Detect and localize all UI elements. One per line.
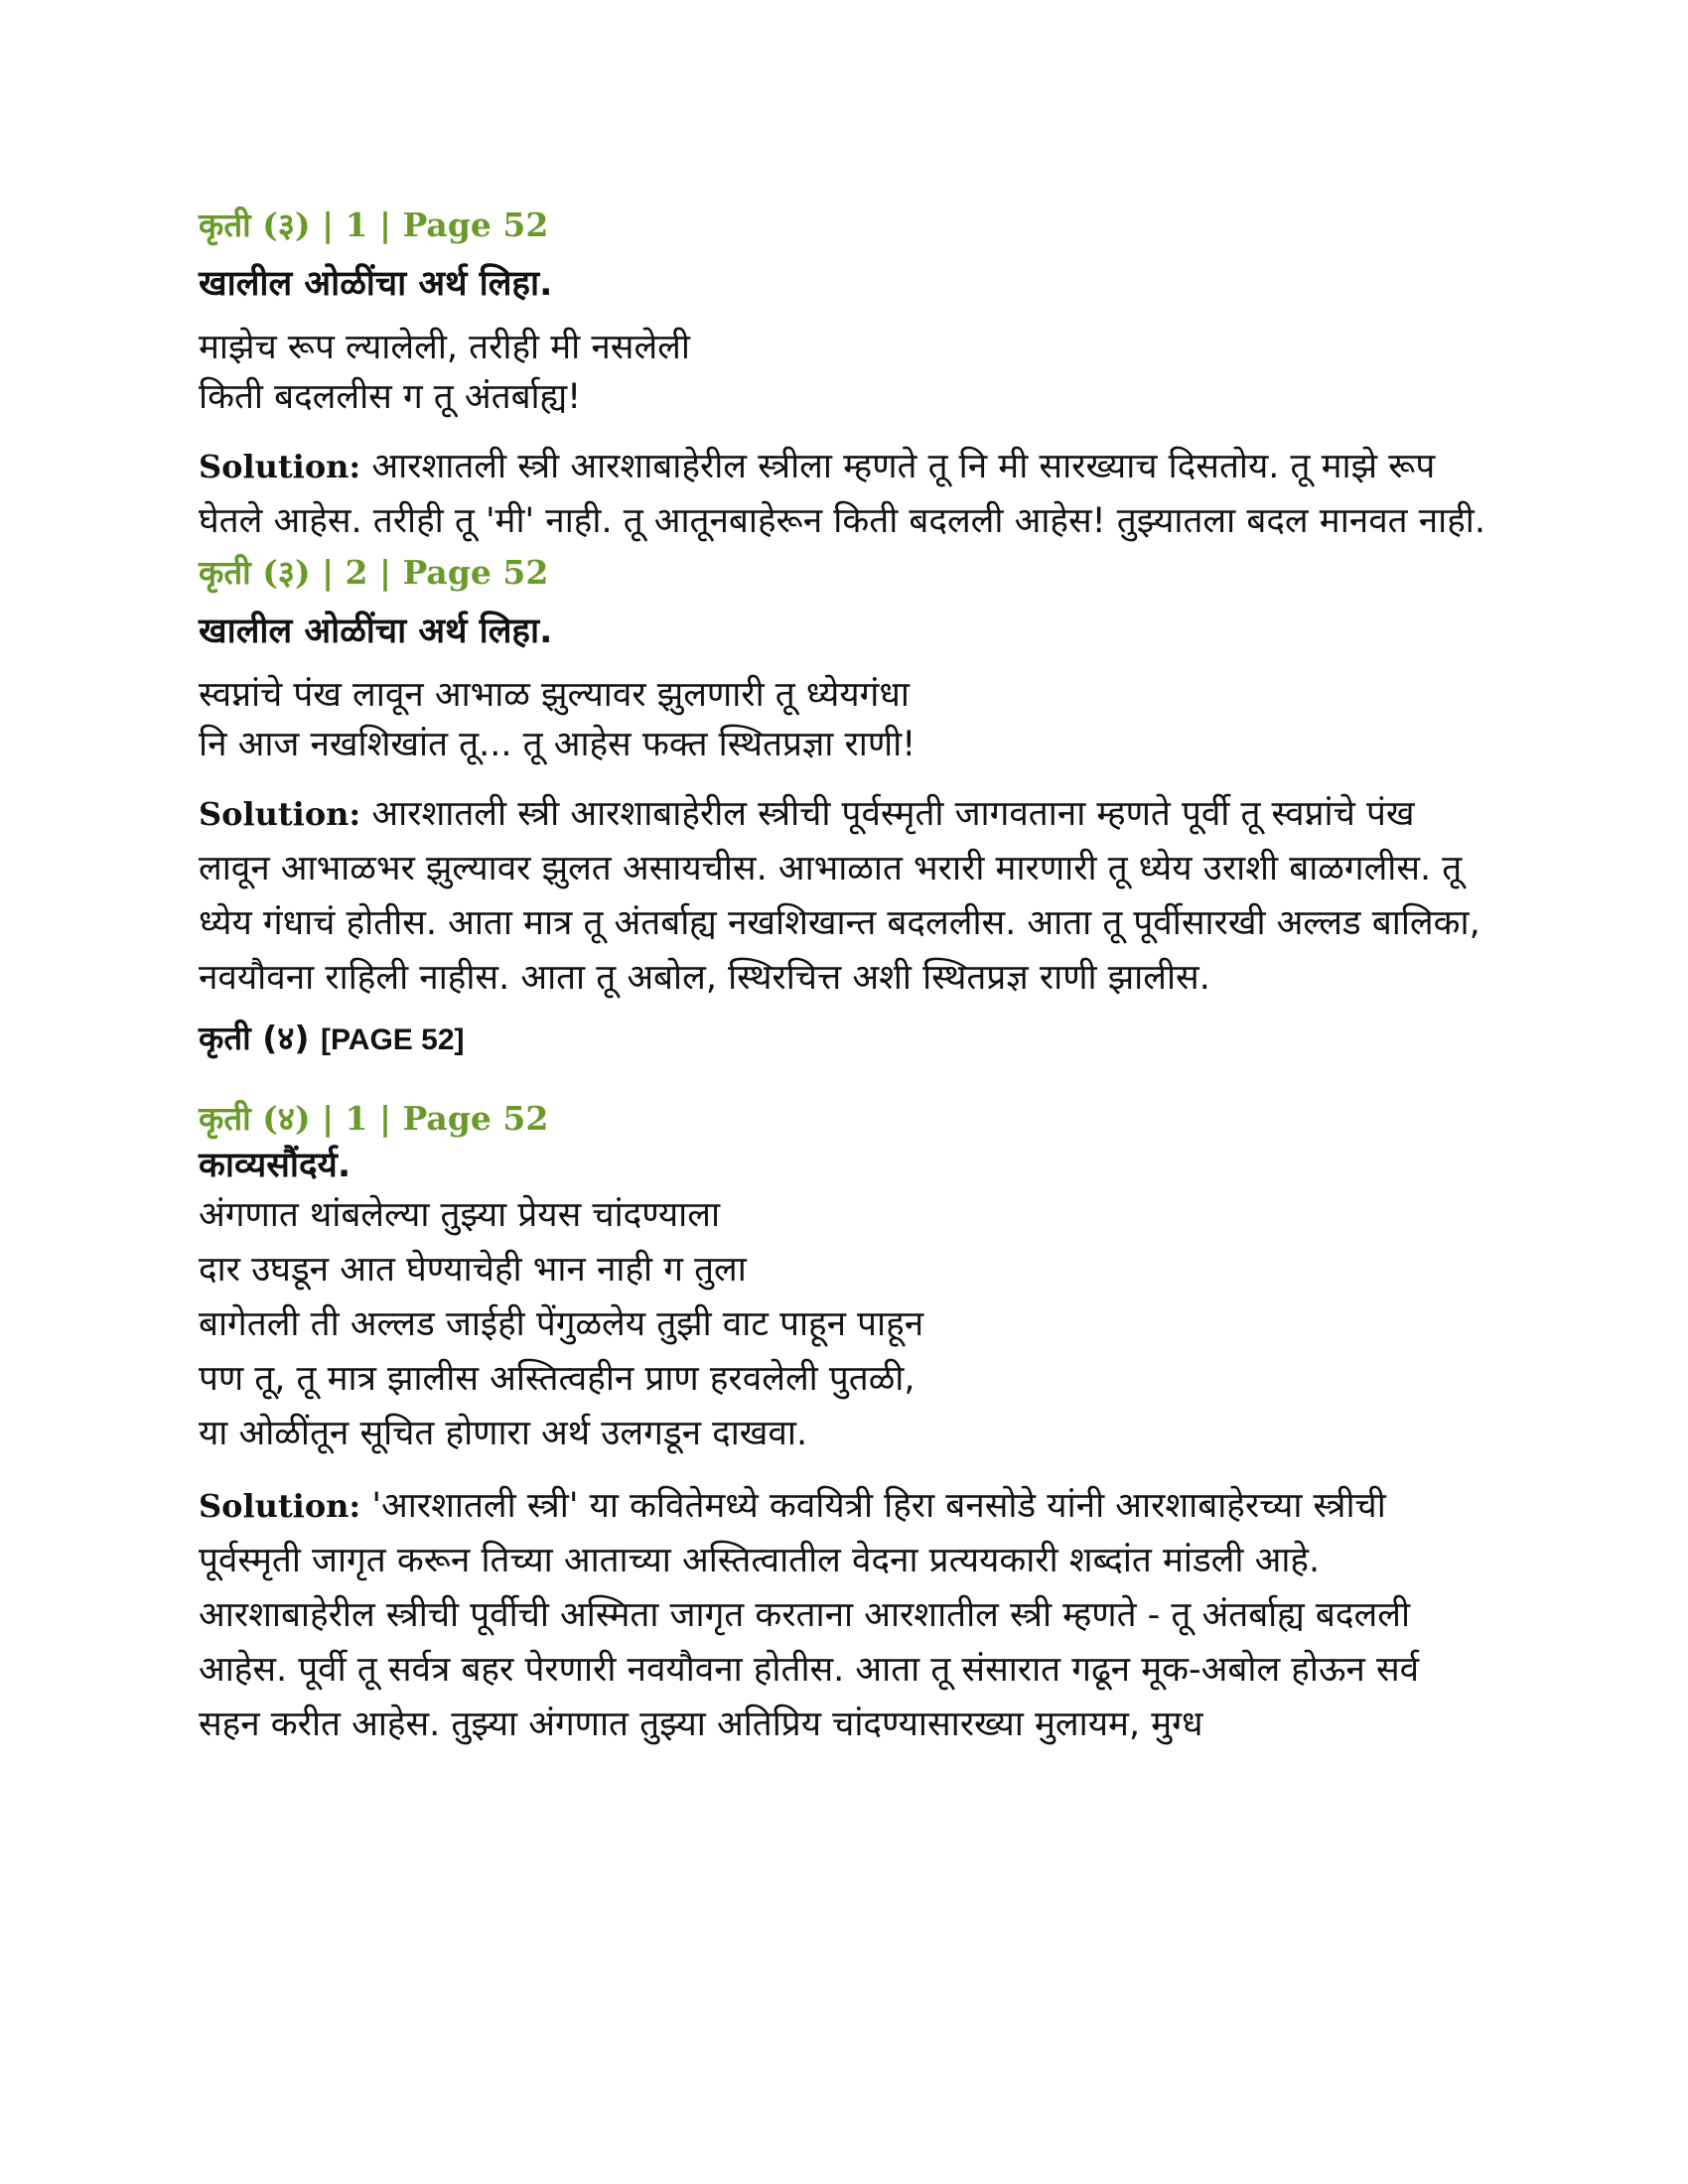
verse-lines <box>199 1188 1489 1461</box>
document-page <box>199 204 1489 1752</box>
verse-line: किती बदललीस ग तू अंतर्बाह्य! <box>199 377 582 417</box>
solution-paragraph <box>199 440 1489 549</box>
solution-paragraph <box>199 787 1489 1006</box>
verse-line: पण तू, तू मात्र झालीस अस्तित्वहीन प्राण हरवलेली पुतळी, <box>199 1359 915 1399</box>
question-heading: कृती (४) | 1 | Page 52 <box>199 1099 549 1138</box>
question-title: खालील ओळींचा अर्थ लिहा. <box>199 264 553 304</box>
verse-line: स्वप्नांचे पंख लावून आभाळ झुल्यावर झुलणारी तू ध्येयगंधा <box>199 675 910 715</box>
solution-label: Solution: <box>199 448 361 485</box>
spacer <box>199 1063 1489 1097</box>
verse-line: माझेच रूप ल्यालेली, तरीही मी नसलेली <box>199 328 690 367</box>
solution-text: आरशातली स्त्री आरशाबाहेरील स्त्रीला म्हणते तू नि मी सारख्याच दिसतोय. तू माझे रूप घेतले आहेस. तरीही तू 'मी' नाही. तू आतूनबाहेरून किती बदलली आहेस! तुझ्यातला बदल मानवत नाही. <box>199 447 1485 541</box>
question-title: काव्यसौंदर्य. <box>199 1146 352 1185</box>
verse-line: बागेतली ती अल्लड जाईही पेंगुळलेय तुझी वाट पाहून पाहून <box>199 1304 924 1344</box>
question-heading: कृती (३) | 2 | Page 52 <box>199 553 549 592</box>
verse-line: अंगणात थांबलेल्या तुझ्या प्रेयस चांदण्याला <box>199 1195 721 1235</box>
verse-line: या ओळींतून सूचित होणारा अर्थ उलगडून दाखवा. <box>199 1414 808 1453</box>
question-title: खालील ओळींचा अर्थ लिहा. <box>199 612 553 651</box>
solution-label: Solution: <box>199 795 361 833</box>
solution-text: 'आरशातली स्त्री' या कवितेमध्ये कवयित्री हिरा बनसोडे यांनी आरशाबाहेरच्या स्त्रीची पूर्वस्मृती जागृत करून तिच्या आताच्या अस्तित्वातील वेदना प्रत्ययकारी शब्दांत मांडली आहे. आरशाबाहेरील स्त्रीची पूर्वीची अस्मिता जागृत करताना आरशातील स्त्री म्हणते - तू अंतर्बाह्य बदलली आहेस. पूर्वी तू सर्वत्र बहर पेरणारी नवयौवना होतीस. आता तू संसारात गढून मूक-अबोल होऊन सर्व सहन करीत आहेस. तुझ्या अंगणात तुझ्या अतिप्रिय चांदण्यासारख्या मुलायम, मुग्ध <box>199 1486 1420 1744</box>
verse-line: नि आज नखशिखांत तू... तू आहेस फक्त स्थितप्रज्ञा राणी! <box>199 725 916 764</box>
section-heading <box>199 1016 1489 1063</box>
question-heading: कृती (३) | 1 | Page 52 <box>199 205 549 244</box>
solution-paragraph <box>199 1479 1489 1752</box>
verse-lines <box>199 670 1489 769</box>
section-page-tag: [PAGE 52] <box>321 1024 465 1056</box>
section-label: कृती (४) <box>199 1019 310 1057</box>
solution-text: आरशातली स्त्री आरशाबाहेरील स्त्रीची पूर्वस्मृती जागवताना म्हणते पूर्वी तू स्वप्नांचे पंख लावून आभाळभर झुल्यावर झुलत असायचीस. आभाळात भरारी मारणारी तू ध्येय उराशी बाळगलीस. तू ध्येय गंधाचं होतीस. आता मात्र तू अंतर्बाह्य नखशिखान्त बदललीस. आता तू पूर्वीसारखी अल्लड बालिका, नवयौवना राहिली नाहीस. आता तू अबोल, स्थिरचित्त अशी स्थितप्रज्ञ राणी झालीस. <box>199 794 1480 998</box>
verse-line: दार उघडून आत घेण्याचेही भान नाही ग तुला <box>199 1250 747 1290</box>
solution-label: Solution: <box>199 1487 361 1525</box>
verse-lines <box>199 323 1489 422</box>
